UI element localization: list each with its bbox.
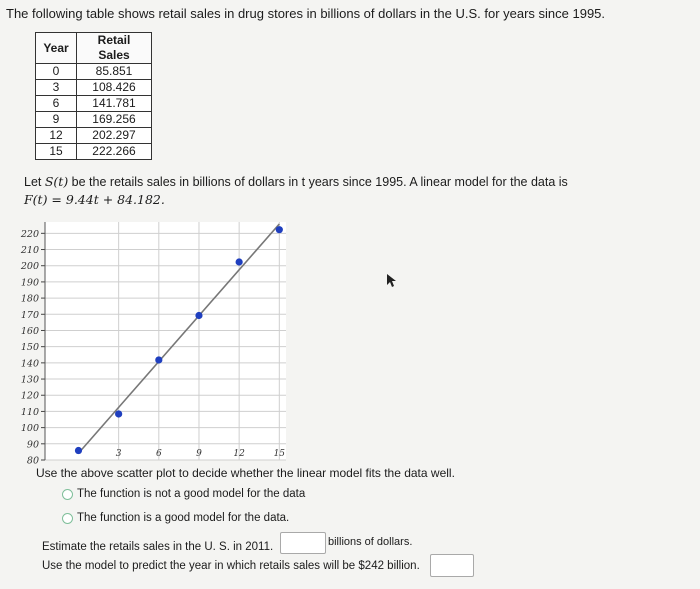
scatter-plot [20,212,300,464]
y-tick-label: 170 [20,309,39,321]
year-cell: 9 [36,112,77,128]
y-tick-label: 150 [20,342,39,354]
y-tick-label: 200 [20,261,39,273]
year-cell: 12 [36,128,77,144]
x-tick-label: 12 [233,449,245,459]
sales-cell: 222.266 [77,144,152,160]
sales-cell: 141.781 [77,96,152,112]
sales-cell: 85.851 [77,64,152,80]
model-line-1 [24,173,584,191]
option-label: The function is not a good model for the data [77,488,306,500]
model-line-1-post: be the retails sales in billions of dollars in t years since 1995. A linear model for the data is [68,175,568,189]
radio-button[interactable] [62,513,73,524]
sales-cell: 202.297 [77,128,152,144]
estimate-answer-field[interactable] [280,532,326,554]
table-row [36,96,152,112]
y-tick-label: 160 [20,325,39,337]
intro-text: The following table shows retail sales in drug stores in billions of dollars in the U.S. for years since 1995. [6,6,606,21]
option-not-good-model[interactable] [62,488,305,500]
x-tick-label: 15 [273,449,286,459]
data-point [195,312,202,319]
model-line-1-pre: Let [24,175,45,189]
x-tick-label: 9 [196,449,202,459]
cursor-icon [384,272,398,288]
data-point [236,258,243,265]
year-cell: 3 [36,80,77,96]
table-row [36,144,152,160]
sales-cell: 108.426 [77,80,152,96]
x-tick-label: 3 [115,449,122,459]
question-text: Use the above scatter plot to decide whether the linear model fits the data well. [36,466,455,480]
data-point [75,447,82,454]
option-label: The function is a good model for the data. [77,512,290,524]
y-tick-label: 220 [20,228,39,240]
predict-question: Use the model to predict the year in which retails sales will be $242 billion. [42,560,420,572]
model-description [24,173,584,208]
y-tick-label: 180 [20,293,39,305]
year-cell: 15 [36,144,77,160]
table-row [36,64,152,80]
data-point [155,356,162,363]
model-function-name: S(t) [44,174,69,189]
estimate-question: Estimate the retails sales in the U. S. in 2011. [42,541,274,553]
option-good-model[interactable] [62,512,289,524]
y-tick-label: 120 [20,390,39,402]
estimate-unit-label: billions of dollars. [328,536,413,548]
y-tick-label: 210 [20,245,39,257]
year-cell: 0 [36,64,77,80]
table-row [36,128,152,144]
model-equation: F(t) = 9.44t + 84.182. [24,192,165,207]
y-tick-label: 190 [20,277,39,289]
table-row [36,112,152,128]
sales-table [35,32,152,160]
sales-header: Retail Sales [77,33,152,64]
table-row [36,80,152,96]
y-tick-label: 140 [20,358,39,370]
sales-cell: 169.256 [77,112,152,128]
y-tick-label: 100 [20,423,39,435]
y-tick-label: 110 [20,406,39,418]
y-tick-label: 90 [26,439,39,451]
y-tick-label: 130 [20,374,39,386]
radio-button[interactable] [62,489,73,500]
data-point [276,226,283,233]
x-tick-label: 6 [155,449,162,459]
year-header: Year [36,33,77,64]
predict-answer-field[interactable] [430,554,474,577]
year-cell: 6 [36,96,77,112]
y-tick-label: 80 [26,455,39,464]
data-point [115,410,122,417]
table-header-row [36,33,152,64]
